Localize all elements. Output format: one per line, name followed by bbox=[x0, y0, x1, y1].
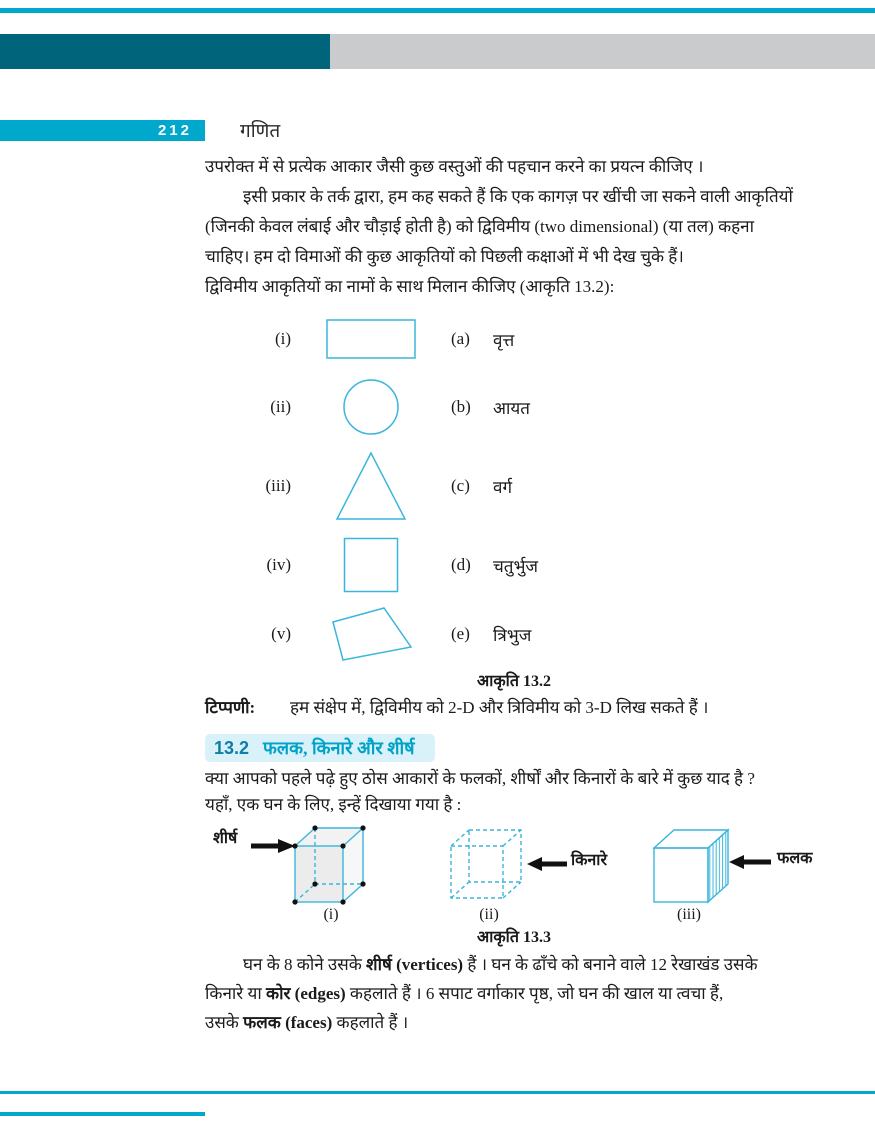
match-option-name: वर्ग bbox=[493, 477, 513, 497]
match-option-letter: (e) bbox=[451, 624, 470, 643]
faces-intro-line: क्या आपको पहले पढ़े हुए ठोस आकारों के फलकों, शीर्षों और किनारों के बारे में कुछ याद है ? bbox=[205, 769, 755, 788]
para-text: घन के 8 कोने उसके bbox=[243, 955, 367, 974]
note-label: टिप्पणी: bbox=[205, 698, 256, 717]
page-number-box bbox=[0, 120, 205, 141]
vertices-term: शीर्ष (vertices) bbox=[366, 955, 464, 974]
page-content bbox=[205, 152, 823, 1037]
cube-vertices-icon bbox=[285, 818, 370, 910]
match-option-letter: (a) bbox=[451, 329, 470, 348]
face-label: फलक bbox=[777, 850, 813, 867]
quadrilateral-icon bbox=[327, 605, 415, 663]
faces-paragraph bbox=[205, 950, 823, 1037]
section-heading-row bbox=[205, 734, 823, 762]
faces-paragraph-line bbox=[205, 1008, 823, 1037]
page-header bbox=[0, 117, 280, 143]
match-row bbox=[205, 602, 823, 666]
figure-caption-13-3: आकृति 13.3 bbox=[477, 929, 551, 946]
para-text: हैं । घन के ढाँचे को बनाने वाले 12 रेखाखंड उसके bbox=[463, 955, 758, 974]
match-item-number: (i) bbox=[274, 329, 291, 348]
match-option-letter: (d) bbox=[451, 555, 471, 574]
page-number: 212 bbox=[157, 121, 192, 139]
match-option-name: वृत्त bbox=[493, 330, 515, 350]
cube-figures bbox=[205, 818, 823, 926]
cube-sub-label-ii: (ii) bbox=[479, 906, 499, 923]
match-row bbox=[205, 528, 823, 602]
figure-caption-13-2: आकृति 13.2 bbox=[477, 673, 551, 690]
faces-intro-line: यहाँ, एक घन के लिए, इन्हें दिखाया गया है : bbox=[205, 795, 462, 814]
circle-icon bbox=[342, 378, 400, 436]
match-item-number: (iv) bbox=[266, 555, 291, 574]
cube-faces-icon bbox=[648, 822, 736, 906]
intro-line: उपरोक्त में से प्रत्येक आकार जैसी कुछ वस्तुओं की पहचान करने का प्रयत्न कीजिए । bbox=[205, 157, 704, 176]
bottom-rule-left bbox=[0, 1112, 205, 1116]
section-heading bbox=[205, 734, 435, 762]
top-rule bbox=[0, 8, 875, 13]
arrow-left-icon bbox=[527, 856, 567, 872]
chapter-header-title: गणित bbox=[240, 121, 281, 142]
para-text: उसके bbox=[205, 1013, 244, 1032]
paragraph-line: चाहिए। हम दो विमाओं की कुछ आकृतियों को पिछली कक्षाओं में भी देख चुके हैं। bbox=[205, 247, 684, 266]
triangle-icon bbox=[333, 450, 409, 522]
top-band bbox=[0, 34, 875, 69]
match-option-name: चतुर्भुज bbox=[493, 556, 539, 576]
bottom-rule bbox=[0, 1091, 875, 1094]
note bbox=[205, 694, 823, 722]
section-title: फलक, किनारे और शीर्ष bbox=[263, 738, 415, 758]
section-number: 13.2 bbox=[214, 737, 250, 758]
edge-label: किनारे bbox=[571, 852, 608, 869]
match-item-number: (ii) bbox=[270, 397, 291, 416]
arrow-left-icon bbox=[729, 854, 771, 870]
vertex-label: शीर्ष bbox=[213, 830, 238, 847]
match-row bbox=[205, 308, 823, 370]
match-option-letter: (b) bbox=[451, 397, 471, 416]
cube-sub-label-i: (i) bbox=[323, 906, 339, 923]
match-item-number: (v) bbox=[271, 624, 291, 643]
match-option-name: त्रिभुज bbox=[493, 625, 532, 645]
match-instruction: द्विविमीय आकृतियों का नामों के साथ मिलान कीजिए (आकृति 13.2): bbox=[205, 277, 615, 296]
faces-intro bbox=[205, 766, 823, 818]
match-row bbox=[205, 370, 823, 444]
matching-exercise bbox=[205, 308, 823, 666]
triangle-shape bbox=[291, 450, 451, 522]
para-text: कहलाते हैं । bbox=[332, 1013, 409, 1032]
faces-term: फलक (faces) bbox=[243, 1013, 333, 1032]
faces-paragraph-line bbox=[205, 950, 823, 979]
square-icon bbox=[343, 537, 399, 593]
note-text: हम संक्षेप में, द्विविमीय को 2-D और त्रिविमीय को 3-D लिख सकते हैं । bbox=[290, 698, 709, 717]
square-shape bbox=[291, 537, 451, 593]
top-band-gray bbox=[330, 34, 875, 69]
rectangle-shape bbox=[291, 319, 451, 359]
rectangle-icon bbox=[326, 319, 416, 359]
paragraph-line: (जिनकी केवल लंबाई और चौड़ाई होती है) को द्विविमीय (two dimensional) (या तल) कहना bbox=[205, 217, 755, 236]
top-band-teal bbox=[0, 34, 330, 69]
faces-paragraph-line bbox=[205, 979, 823, 1008]
match-option-letter: (c) bbox=[451, 476, 470, 495]
cube-sub-label-iii: (iii) bbox=[677, 906, 701, 923]
match-option-name: आयत bbox=[493, 398, 530, 418]
para-text: किनारे या bbox=[205, 984, 267, 1003]
circle-shape bbox=[291, 378, 451, 436]
edges-term: कोर (edges) bbox=[266, 984, 346, 1003]
match-item-number: (iii) bbox=[265, 476, 291, 495]
quadrilateral-shape bbox=[291, 605, 451, 663]
para-text: कहलाते हैं । 6 सपाट वर्गाकार पृष्ठ, जो घन की खाल या त्वचा हैं, bbox=[345, 984, 724, 1003]
match-row bbox=[205, 444, 823, 528]
paragraph-line: इसी प्रकार के तर्क द्वारा, हम कह सकते हैं कि एक कागज़ पर खींची जा सकने वाली आकृतियों bbox=[243, 187, 793, 206]
cube-edges-icon bbox=[443, 824, 528, 906]
